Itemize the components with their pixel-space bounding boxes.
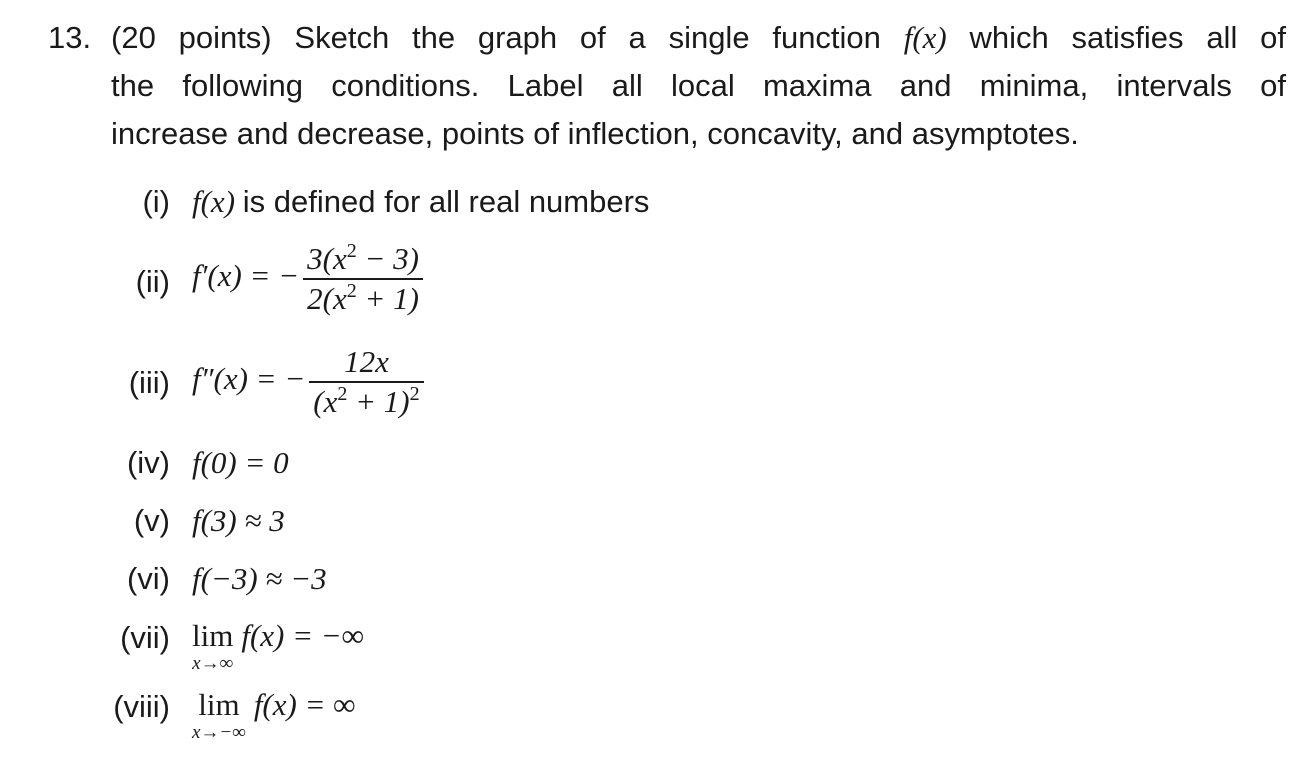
condition-expression: f(−3) ≈ −3 — [192, 561, 327, 596]
condition-label: (vi) — [126, 561, 170, 596]
statement-text: Sketch the graph of a single function — [294, 20, 881, 55]
limit-operator: lim x→−∞ — [192, 687, 246, 743]
limit-value: f(x) = ∞ — [253, 687, 356, 722]
condition-label: (vii) — [120, 620, 170, 655]
fraction-denominator: $(x^2 + 1)^2$ — [313, 383, 420, 419]
condition-text: is defined for all real numbers — [242, 184, 650, 219]
limit-expression — [192, 687, 355, 743]
fraction-denominator: $2(x^2 + 1)$ — [307, 280, 419, 316]
second-derivative-formula — [192, 343, 428, 421]
limit-operator: lim x→∞ — [192, 618, 234, 674]
limit-expression — [192, 618, 364, 674]
statement-line-2: the following conditions. Label all local maxima and minima, intervals of — [111, 68, 1286, 103]
derivative-lhs: f′(x) = − — [192, 258, 300, 294]
condition-v — [0, 499, 900, 559]
condition-ii — [0, 240, 900, 316]
problem-number: 13. — [48, 20, 92, 55]
condition-expression: f(0) = 0 — [192, 445, 289, 480]
fraction-numerator: 12x — [309, 343, 423, 383]
fraction — [303, 240, 423, 318]
condition-label: (i) — [142, 184, 170, 219]
condition-iii — [0, 343, 900, 419]
condition-label: (ii) — [135, 264, 170, 299]
statement-line-1 — [111, 14, 1286, 62]
function-expression: f(x) — [192, 184, 236, 219]
statement-line-3: increase and decrease, points of inflection, concavity, and asymptotes. — [111, 116, 1079, 151]
statement-text: which satisfies all of — [969, 20, 1286, 55]
points-label: (20 points) — [111, 20, 272, 55]
condition-iv — [0, 441, 900, 501]
first-derivative-formula — [192, 240, 427, 318]
condition-body — [192, 184, 649, 220]
condition-vi — [0, 557, 900, 617]
condition-label: (iii) — [128, 365, 170, 400]
fraction — [309, 343, 423, 421]
derivative-lhs: f″(x) = − — [192, 361, 306, 397]
fraction-numerator: $3(x^2 - 3)$ — [303, 240, 423, 280]
condition-label: (viii) — [113, 689, 170, 724]
limit-subscript: x→−∞ — [192, 722, 246, 743]
limit-subscript: x→∞ — [192, 653, 234, 674]
condition-viii — [0, 685, 900, 745]
condition-label: (iv) — [126, 445, 170, 480]
function-name: f(x) — [903, 20, 947, 55]
condition-expression: f(3) ≈ 3 — [192, 503, 285, 538]
limit-value: f(x) = −∞ — [241, 618, 364, 653]
condition-i — [0, 176, 900, 236]
condition-vii — [0, 616, 900, 676]
problem-statement — [111, 14, 1286, 158]
condition-label: (v) — [133, 503, 170, 538]
